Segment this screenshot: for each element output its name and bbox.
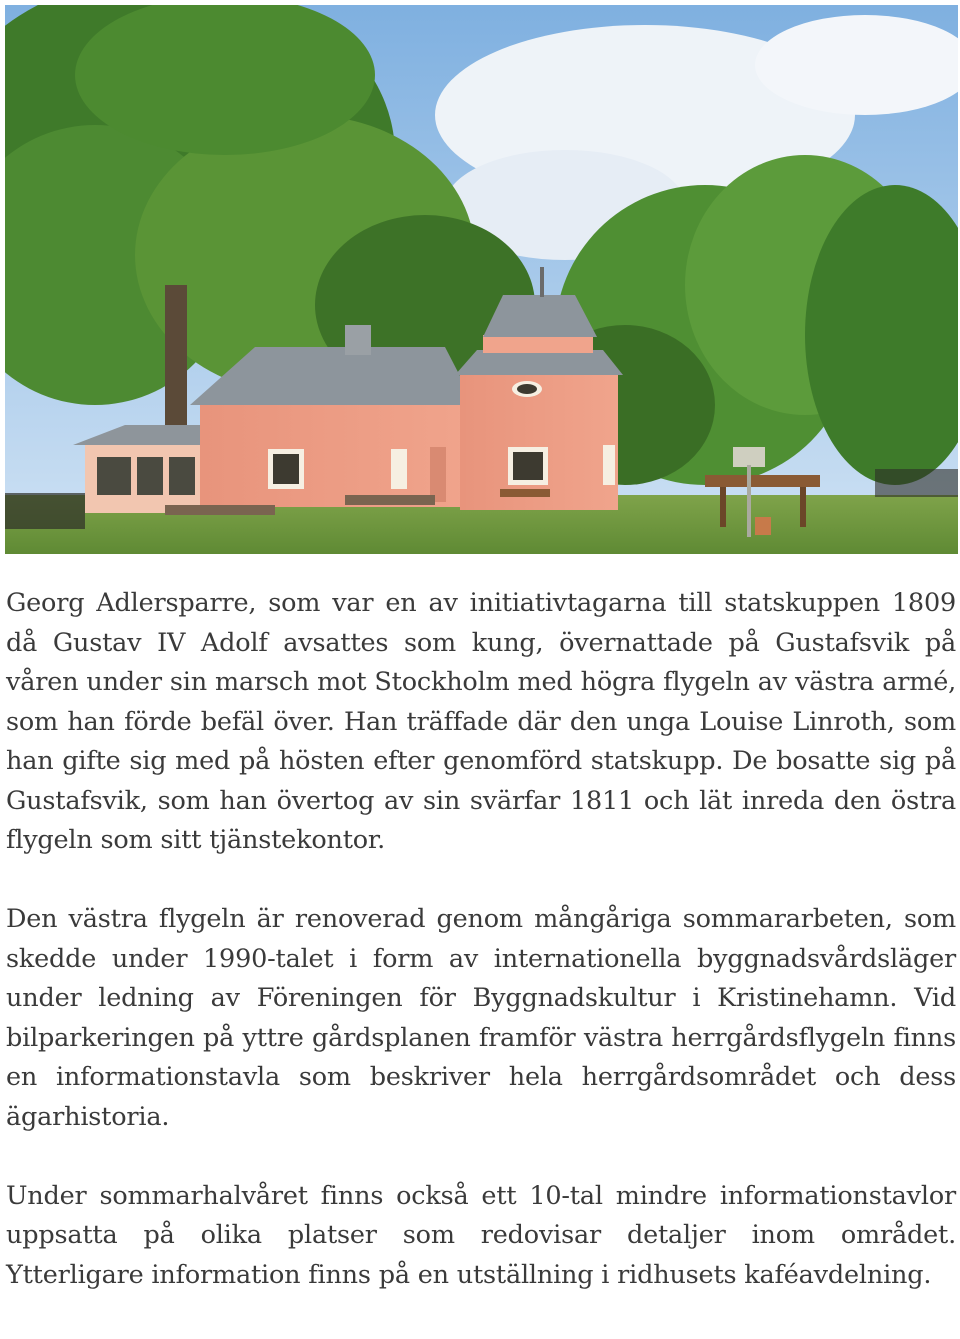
- paragraph-adlersparre: Georg Adlersparre, som var en av initiativtagarna till statskuppen 1809 då Gustav IV Adolf avsattes som kung, övernattade på Gustafsvik på våren under sin marsch mot Stockholm med högra flygeln av västra armé, som han förde befäl över. Han träffade där den unga Louise Linroth, som han gifte sig med på hösten efter genomförd statskupp. De bosatte sig på Gustafsvik, som han övertog av sin svärfar 1811 och lät inreda den östra flygeln som sitt tjänstekontor.: [6, 588, 956, 855]
- paragraph-info-boards: Under sommarhalvåret finns också ett 10-tal mindre informationstavlor uppsatta på olika platser som redovisar detaljer inom området. Ytterligare information finns på en utställning i ridhusets kaféavdelning.: [6, 1180, 956, 1290]
- paragraph-west-wing: Den västra flygeln är renoverad genom mångåriga sommararbeten, som skedde under 1990-talet i form av internationella byggnadsvårdsläger under ledning av Föreningen för Byggnadskultur i Kristinehamn. Vid bilparkeringen på yttre gårdsplanen framför västra herrgårdsflygeln finns en informationstavla som beskriver hela herrgårdsområdet och dess ägarhistoria.: [6, 904, 956, 1132]
- body-text: [6, 584, 956, 1295]
- manor-wing-photo: [5, 5, 958, 554]
